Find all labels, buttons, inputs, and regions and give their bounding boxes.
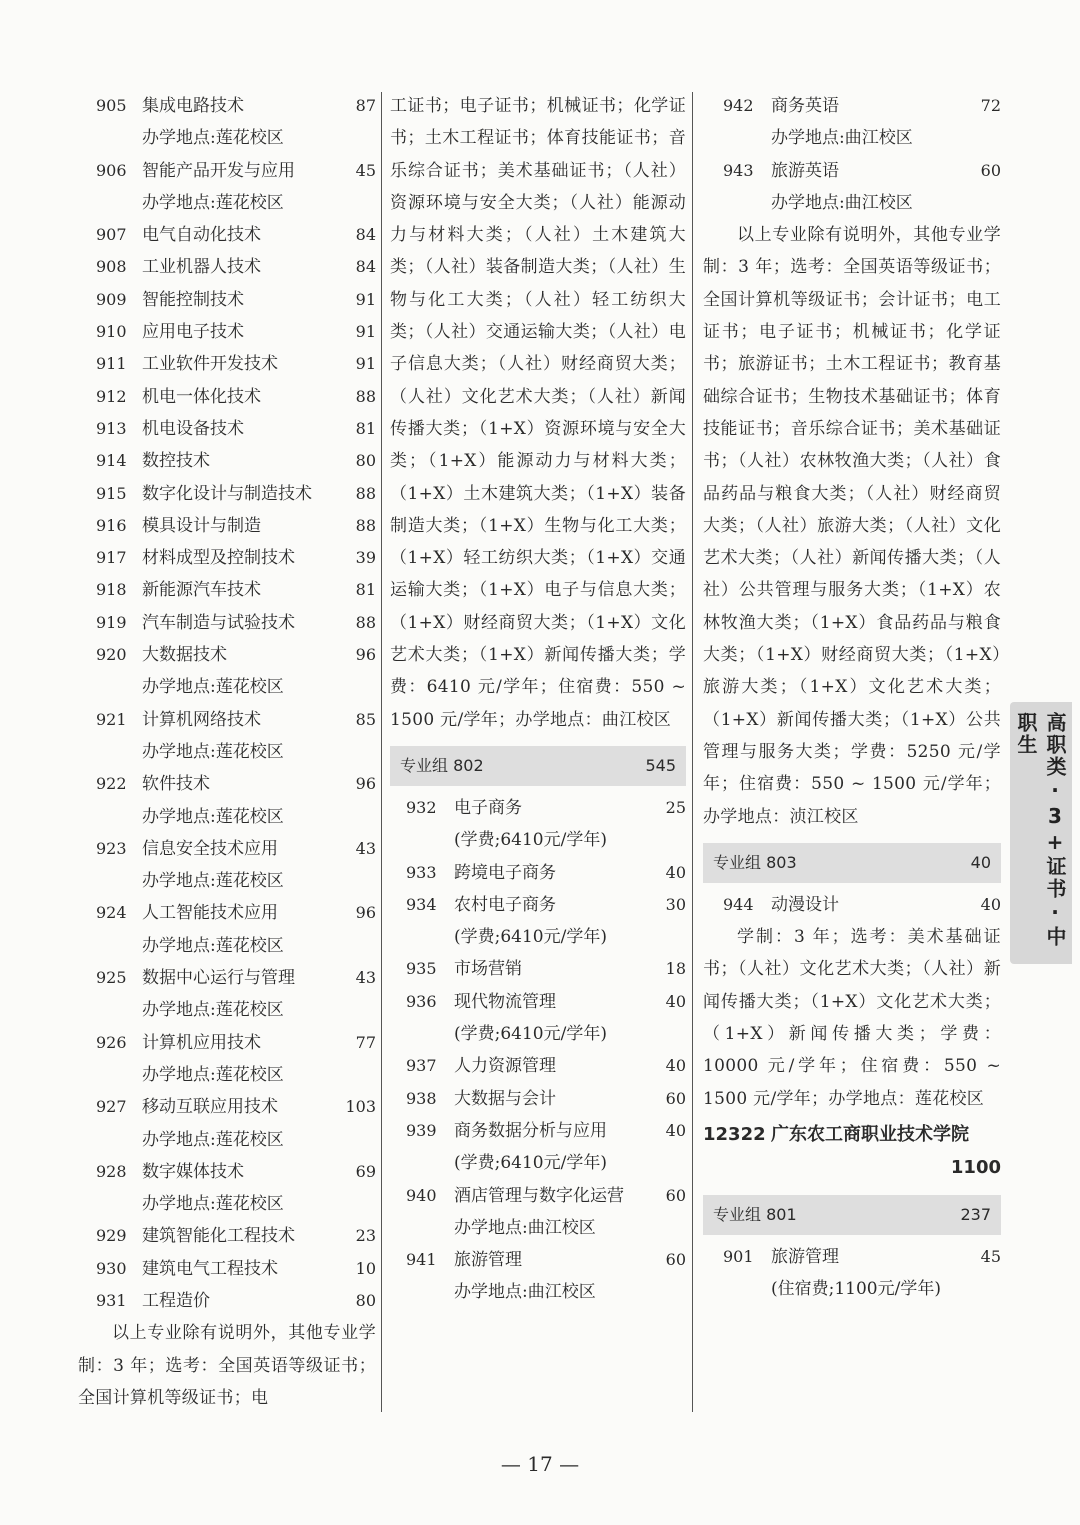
major-row	[78, 1091, 376, 1123]
major-code: 921	[96, 709, 127, 729]
major-name: 材料成型及控制技术	[142, 548, 295, 569]
note-paragraph: 工证书；电子证书；机械证书；化学证书；土木工程证书；体育技能证书；音乐综合证书；美术基础证书；（人社）资源环境与安全大类；（人社）能源动力与材料大类；（人社）土木建筑大类；（人社）装备制造大类；（人社）生物与化工大类；（人社）轻工纺织大类；（人社）交通运输大类；（人社）电子信息大类；（人社）财经商贸大类；（人社）文化艺术大类；（人社）新闻传播大类；（1+X）资源环境与安全大类；（1+X）能源动力与材料大类；（1+X）土木建筑大类；（1+X）装备制造大类；（1+X）生物与化工大类；（1+X）轻工纺织大类；（1+X）交通运输大类；（1+X）电子与信息大类；（1+X）财经商贸大类；（1+X）文化艺术大类；（1+X）新闻传播大类；学费：6410 元/学年；住宿费：550 ~ 1500 元/学年；办学地点：曲江校区	[390, 96, 686, 730]
major-detail: 办学地点:莲花校区	[142, 871, 284, 892]
major-quota: 60	[980, 160, 1001, 180]
note-paragraph: 以上专业除有说明外，其他专业学制：3 年；选考：全国英语等级证书；全国计算机等级证书；会计证书；电工证书；电子证书；机械证书；化学证书；旅游证书；土木工程证书；教育基础综合证书；生物技术基础证书；体育技能证书；音乐综合证书；美术基础证书；（人社）农林牧渔大类；（人社）食品药品与粮食大类；（人社）财经商贸大类；（人社）旅游大类；（人社）文化艺术大类；（人社）新闻传播大类；（人社）公共管理与服务大类；（1+X）农林牧渔大类；（1+X）食品药品与粮食大类；（1+X）财经商贸大类；（1+X）旅游大类；（1+X）文化艺术大类；（1+X）新闻传播大类；（1+X）公共管理与服务大类；学费：5250 元/学年；住宿费：550 ~ 1500 元/学年；办学地点：浈江校区	[703, 225, 1001, 827]
major-quota: 45	[980, 1246, 1001, 1266]
major-row	[390, 1244, 686, 1276]
major-code: 932	[406, 797, 437, 817]
major-detail-row	[390, 1147, 686, 1179]
major-detail-row	[703, 1273, 1001, 1305]
major-row	[78, 445, 376, 477]
major-detail: 办学地点:曲江校区	[771, 192, 913, 213]
note-paragraph: 学制：3 年；选考：美术基础证书；（人社）文化艺术大类；（人社）新闻传播大类；（1+X）文化艺术大类；（1+X）新闻传播大类；学费：10000 元/学年；住宿费：550 ~ 1500 元/学年；办学地点：莲花校区	[703, 927, 1001, 1109]
major-code: 936	[406, 991, 437, 1011]
major-quota: 30	[665, 894, 686, 914]
major-quota: 40	[665, 862, 686, 882]
major-code: 944	[723, 894, 754, 914]
major-code: 939	[406, 1120, 437, 1140]
major-quota: 60	[665, 1088, 686, 1108]
major-quota: 87	[355, 96, 376, 115]
major-quota: 80	[355, 1290, 376, 1310]
major-quota: 45	[355, 160, 376, 180]
major-code: 911	[96, 354, 127, 374]
major-name: 工程造价	[142, 1290, 210, 1311]
major-name: 智能控制技术	[142, 289, 244, 310]
major-code: 908	[96, 257, 127, 277]
major-row	[78, 155, 376, 187]
major-row	[78, 542, 376, 574]
major-quota: 77	[355, 1032, 376, 1052]
group-header-801	[703, 1195, 1001, 1235]
major-detail: (住宿费;1100元/学年)	[771, 1279, 941, 1300]
major-detail-row	[390, 824, 686, 856]
major-detail: (学费;6410元/学年)	[454, 1024, 607, 1045]
major-row	[78, 607, 376, 639]
major-row	[390, 953, 686, 985]
group-count: 40	[970, 852, 991, 872]
major-row	[703, 1241, 1001, 1273]
major-name: 机电一体化技术	[142, 386, 261, 407]
major-detail: 办学地点:莲花校区	[142, 1129, 284, 1150]
major-code: 931	[96, 1290, 127, 1310]
major-detail: 办学地点:莲花校区	[142, 1194, 284, 1215]
major-row	[78, 1285, 376, 1317]
major-name: 工业软件开发技术	[142, 354, 278, 375]
major-detail: 办学地点:曲江校区	[771, 128, 913, 149]
major-name: 跨境电子商务	[454, 862, 556, 883]
major-name: 市场营销	[454, 959, 522, 980]
major-row	[390, 857, 686, 889]
major-code: 925	[96, 968, 127, 988]
major-name: 商务数据分析与应用	[454, 1120, 607, 1141]
major-detail-row	[390, 1018, 686, 1050]
major-detail-row	[78, 1124, 376, 1156]
major-row	[78, 574, 376, 606]
major-name: 酒店管理与数字化运营	[454, 1185, 624, 1206]
major-detail-row	[390, 1276, 686, 1308]
major-list	[78, 90, 376, 1317]
major-list	[703, 90, 1001, 219]
major-name: 农村电子商务	[454, 894, 556, 915]
major-name: 动漫设计	[771, 894, 839, 915]
major-name: 建筑智能化工程技术	[142, 1226, 295, 1247]
major-code: 922	[96, 774, 127, 794]
major-code: 920	[96, 645, 127, 665]
major-detail-row	[78, 122, 376, 154]
major-detail-row	[390, 921, 686, 953]
major-quota: 39	[355, 548, 376, 568]
major-quota: 72	[980, 96, 1001, 115]
major-code: 935	[406, 959, 437, 979]
major-code: 929	[96, 1226, 127, 1246]
major-code: 928	[96, 1161, 127, 1181]
major-detail: 办学地点:莲花校区	[142, 128, 284, 149]
major-name: 软件技术	[142, 774, 210, 795]
major-quota: 88	[355, 386, 376, 406]
major-row	[390, 792, 686, 824]
major-name: 计算机应用技术	[142, 1032, 261, 1053]
major-row	[78, 284, 376, 316]
major-name: 集成电路技术	[142, 96, 244, 116]
major-quota: 69	[355, 1161, 376, 1181]
major-quota: 60	[665, 1250, 686, 1270]
major-detail: (学费;6410元/学年)	[454, 1153, 607, 1174]
major-quota: 60	[665, 1185, 686, 1205]
major-quota: 84	[355, 225, 376, 245]
major-detail: (学费;6410元/学年)	[454, 830, 607, 851]
major-row	[390, 1180, 686, 1212]
major-quota: 40	[980, 894, 1001, 914]
major-detail: 办学地点:莲花校区	[142, 1064, 284, 1085]
major-quota: 40	[665, 991, 686, 1011]
major-code: 916	[96, 515, 127, 535]
major-detail: 办学地点:莲花校区	[142, 192, 284, 213]
major-row	[78, 897, 376, 929]
major-code: 912	[96, 386, 127, 406]
major-detail: 办学地点:莲花校区	[142, 806, 284, 827]
major-quota: 91	[355, 354, 376, 374]
major-name: 数据中心运行与管理	[142, 968, 295, 989]
group-count: 545	[645, 755, 676, 775]
major-detail: (学费;6410元/学年)	[454, 927, 607, 948]
group-header-802	[390, 746, 686, 786]
major-name: 移动互联应用技术	[142, 1097, 278, 1118]
major-name: 人力资源管理	[454, 1056, 556, 1077]
major-code: 910	[96, 322, 127, 342]
page-number: — 17 —	[500, 1452, 580, 1476]
major-detail-row	[78, 736, 376, 768]
major-code: 940	[406, 1185, 437, 1205]
major-row	[78, 316, 376, 348]
major-name: 数字化设计与制造技术	[142, 483, 312, 504]
major-name: 模具设计与制造	[142, 515, 261, 536]
major-name: 旅游管理	[771, 1246, 839, 1267]
note-paragraph: 以上专业除有说明外，其他专业学制：3 年；选考：全国英语等级证书；全国计算机等级证书；电	[78, 1323, 376, 1408]
major-detail-row	[390, 1212, 686, 1244]
group-label: 专业组 801	[713, 1204, 797, 1224]
major-code: 907	[96, 225, 127, 245]
major-code: 930	[96, 1258, 127, 1278]
major-row	[390, 1115, 686, 1147]
major-quota: 18	[665, 959, 686, 979]
major-name: 应用电子技术	[142, 322, 244, 343]
major-name: 机电设备技术	[142, 418, 244, 439]
school-header	[703, 1119, 1001, 1151]
major-row	[390, 1083, 686, 1115]
major-name: 商务英语	[771, 96, 839, 116]
major-quota: 84	[355, 257, 376, 277]
major-code: 924	[96, 903, 127, 923]
major-detail: 办学地点:莲花校区	[142, 677, 284, 698]
major-quota: 96	[355, 774, 376, 794]
major-quota: 91	[355, 322, 376, 342]
major-code: 905	[96, 96, 127, 115]
major-row	[78, 1220, 376, 1252]
major-code: 909	[96, 289, 127, 309]
major-row	[78, 90, 376, 122]
major-code: 918	[96, 580, 127, 600]
major-name: 旅游英语	[771, 160, 839, 181]
major-quota: 103	[345, 1097, 376, 1117]
major-quota: 85	[355, 709, 376, 729]
major-name: 计算机网络技术	[142, 709, 261, 730]
major-code: 941	[406, 1250, 437, 1270]
major-row	[703, 90, 1001, 122]
major-name: 电子商务	[454, 797, 522, 818]
major-name: 旅游管理	[454, 1250, 522, 1271]
section-tab-label: 高职类·3+证书·中职生	[1014, 712, 1067, 948]
major-name: 电气自动化技术	[142, 225, 261, 246]
major-detail-row	[78, 930, 376, 962]
major-row	[78, 962, 376, 994]
major-name: 建筑电气工程技术	[142, 1258, 278, 1279]
major-row	[78, 1027, 376, 1059]
major-name: 人工智能技术应用	[142, 903, 278, 924]
section-side-tab	[1010, 702, 1072, 964]
column-2	[390, 90, 686, 1309]
major-detail: 办学地点:曲江校区	[454, 1282, 596, 1303]
major-row	[78, 1253, 376, 1285]
major-quota: 91	[355, 289, 376, 309]
school-code: 12322	[703, 1123, 766, 1145]
group-label: 专业组 803	[713, 852, 797, 872]
major-row	[78, 381, 376, 413]
major-quota: 10	[355, 1258, 376, 1278]
major-code: 942	[723, 96, 754, 115]
major-quota: 88	[355, 515, 376, 535]
major-row	[78, 639, 376, 671]
school-total: 1100	[950, 1156, 1001, 1178]
major-code: 914	[96, 451, 127, 471]
major-quota: 88	[355, 483, 376, 503]
major-code: 923	[96, 838, 127, 858]
major-code: 938	[406, 1088, 437, 1108]
major-code: 915	[96, 483, 127, 503]
major-quota: 40	[665, 1120, 686, 1140]
major-code: 937	[406, 1056, 437, 1076]
major-code: 934	[406, 894, 437, 914]
major-name: 数字媒体技术	[142, 1161, 244, 1182]
major-name: 大数据与会计	[454, 1088, 556, 1109]
major-row	[78, 251, 376, 283]
major-detail-row	[78, 1059, 376, 1091]
major-quota: 40	[665, 1056, 686, 1076]
major-row	[78, 478, 376, 510]
major-name: 数控技术	[142, 451, 210, 472]
major-row	[78, 833, 376, 865]
major-name: 现代物流管理	[454, 991, 556, 1012]
group-header-803	[703, 843, 1001, 883]
major-name: 信息安全技术应用	[142, 838, 278, 859]
major-detail-row	[78, 865, 376, 897]
major-row	[78, 219, 376, 251]
major-quota: 43	[355, 968, 376, 988]
group-label: 专业组 802	[400, 755, 484, 775]
column-divider	[381, 92, 382, 1412]
major-code: 933	[406, 862, 437, 882]
column-3	[703, 90, 1001, 1306]
major-code: 917	[96, 548, 127, 568]
major-quota: 23	[355, 1226, 376, 1246]
major-detail: 办学地点:莲花校区	[142, 1000, 284, 1021]
major-name: 新能源汽车技术	[142, 580, 261, 601]
major-detail-row	[78, 187, 376, 219]
major-name: 智能产品开发与应用	[142, 160, 295, 181]
major-quota: 96	[355, 645, 376, 665]
major-code: 913	[96, 418, 127, 438]
major-code: 906	[96, 160, 127, 180]
major-quota: 96	[355, 903, 376, 923]
major-detail-row	[78, 671, 376, 703]
major-row	[78, 1156, 376, 1188]
major-code: 901	[723, 1246, 754, 1266]
major-code: 927	[96, 1097, 127, 1117]
major-row	[78, 704, 376, 736]
major-quota: 81	[355, 580, 376, 600]
school-name: 广东农工商职业技术学院	[771, 1123, 969, 1145]
major-code: 926	[96, 1032, 127, 1052]
major-quota: 81	[355, 418, 376, 438]
major-row	[390, 1050, 686, 1082]
major-list	[390, 792, 686, 1309]
group-count: 237	[960, 1204, 991, 1224]
major-row	[78, 348, 376, 380]
major-detail-row	[703, 187, 1001, 219]
major-row	[390, 889, 686, 921]
column-1	[78, 90, 376, 1414]
major-row	[703, 155, 1001, 187]
major-detail: 办学地点:莲花校区	[142, 741, 284, 762]
major-row	[78, 510, 376, 542]
major-detail-row	[78, 994, 376, 1026]
major-quota: 80	[355, 451, 376, 471]
major-quota: 43	[355, 838, 376, 858]
major-row	[78, 413, 376, 445]
major-row	[703, 889, 1001, 921]
major-detail: 办学地点:曲江校区	[454, 1217, 596, 1238]
major-quota: 25	[665, 797, 686, 817]
major-name: 汽车制造与试验技术	[142, 612, 295, 633]
column-divider	[692, 92, 693, 1412]
major-detail-row	[78, 801, 376, 833]
major-name: 大数据技术	[142, 645, 227, 666]
major-quota: 88	[355, 612, 376, 632]
major-row	[390, 986, 686, 1018]
major-row	[78, 768, 376, 800]
major-name: 工业机器人技术	[142, 257, 261, 278]
major-detail-row	[703, 122, 1001, 154]
major-code: 943	[723, 160, 754, 180]
major-detail: 办学地点:莲花校区	[142, 935, 284, 956]
major-code: 919	[96, 612, 127, 632]
major-detail-row	[78, 1188, 376, 1220]
